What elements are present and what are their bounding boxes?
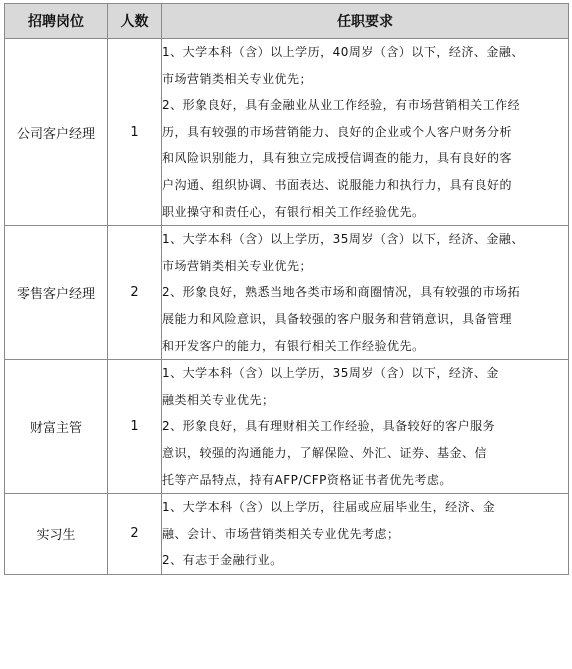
requirement-line: 和风险识别能力，具有独立完成授信调查的能力，具有良好的客 xyxy=(162,151,513,166)
requirement-line: 展能力和风险意识，具备较强的客户服务和营销意识，具备管理 xyxy=(162,311,513,326)
position-cell: 财富主管 xyxy=(5,360,108,494)
position-cell: 零售客户经理 xyxy=(5,226,108,360)
header-requirements: 任职要求 xyxy=(162,4,569,39)
table-row xyxy=(5,360,569,494)
position-cell: 实习生 xyxy=(5,494,108,575)
count-cell: 1 xyxy=(108,39,162,226)
recruitment-table xyxy=(4,3,569,575)
table-header-row xyxy=(5,4,569,39)
count-cell: 2 xyxy=(108,494,162,575)
requirements-cell xyxy=(162,494,569,575)
table-row xyxy=(5,39,569,226)
requirements-cell xyxy=(162,226,569,360)
requirement-line: 市场营销类相关专业优先； xyxy=(162,71,313,86)
requirement-line: 市场营销类相关专业优先； xyxy=(162,258,313,273)
requirements-cell xyxy=(162,39,569,226)
requirement-line: 2、形象良好，具有理财相关工作经验，具备较好的客户服务 xyxy=(162,419,496,434)
requirement-line: 1、大学本科（含）以上学历，往届或应届毕业生，经济、金 xyxy=(162,500,496,515)
requirement-line: 融、会计、市场营销类相关专业优先考虑； xyxy=(162,526,400,541)
requirement-line: 2、形象良好，具有金融业从业工作经验，有市场营销相关工作经 xyxy=(162,98,521,113)
requirement-line: 1、大学本科（含）以上学历，35周岁（含）以下，经济、金 xyxy=(162,366,499,381)
count-cell: 1 xyxy=(108,360,162,494)
requirement-line: 职业操守和责任心，有银行相关工作经验优先。 xyxy=(162,204,425,219)
position-cell: 公司客户经理 xyxy=(5,39,108,226)
requirement-line: 历，具有较强的市场营销能力、良好的企业或个人客户财务分析 xyxy=(162,124,513,139)
header-position: 招聘岗位 xyxy=(5,4,108,39)
requirement-line: 和开发客户的能力，有银行相关工作经验优先。 xyxy=(162,338,425,353)
requirement-line: 1、大学本科（含）以上学历，40周岁（含）以下，经济、金融、 xyxy=(162,45,524,59)
requirement-line: 2、形象良好，熟悉当地各类市场和商圈情况，具有较强的市场拓 xyxy=(162,285,521,300)
table-row xyxy=(5,226,569,360)
requirement-line: 1、大学本科（含）以上学历，35周岁（含）以下，经济、金融、 xyxy=(162,232,524,247)
requirement-line: 融类相关专业优先； xyxy=(162,392,275,407)
requirement-line: 意识，较强的沟通能力，了解保险、外汇、证券、基金、信 xyxy=(162,445,488,460)
requirements-cell xyxy=(162,360,569,494)
table-row xyxy=(5,494,569,575)
count-cell: 2 xyxy=(108,226,162,360)
requirement-line: 户沟通、组织协调、书面表达、说服能力和执行力，具有良好的 xyxy=(162,177,513,192)
requirement-line: 2、有志于金融行业。 xyxy=(162,553,283,568)
header-count: 人数 xyxy=(108,4,162,39)
requirement-line: 托等产品特点，持有AFP/CFP资格证书者优先考虑。 xyxy=(162,472,452,487)
